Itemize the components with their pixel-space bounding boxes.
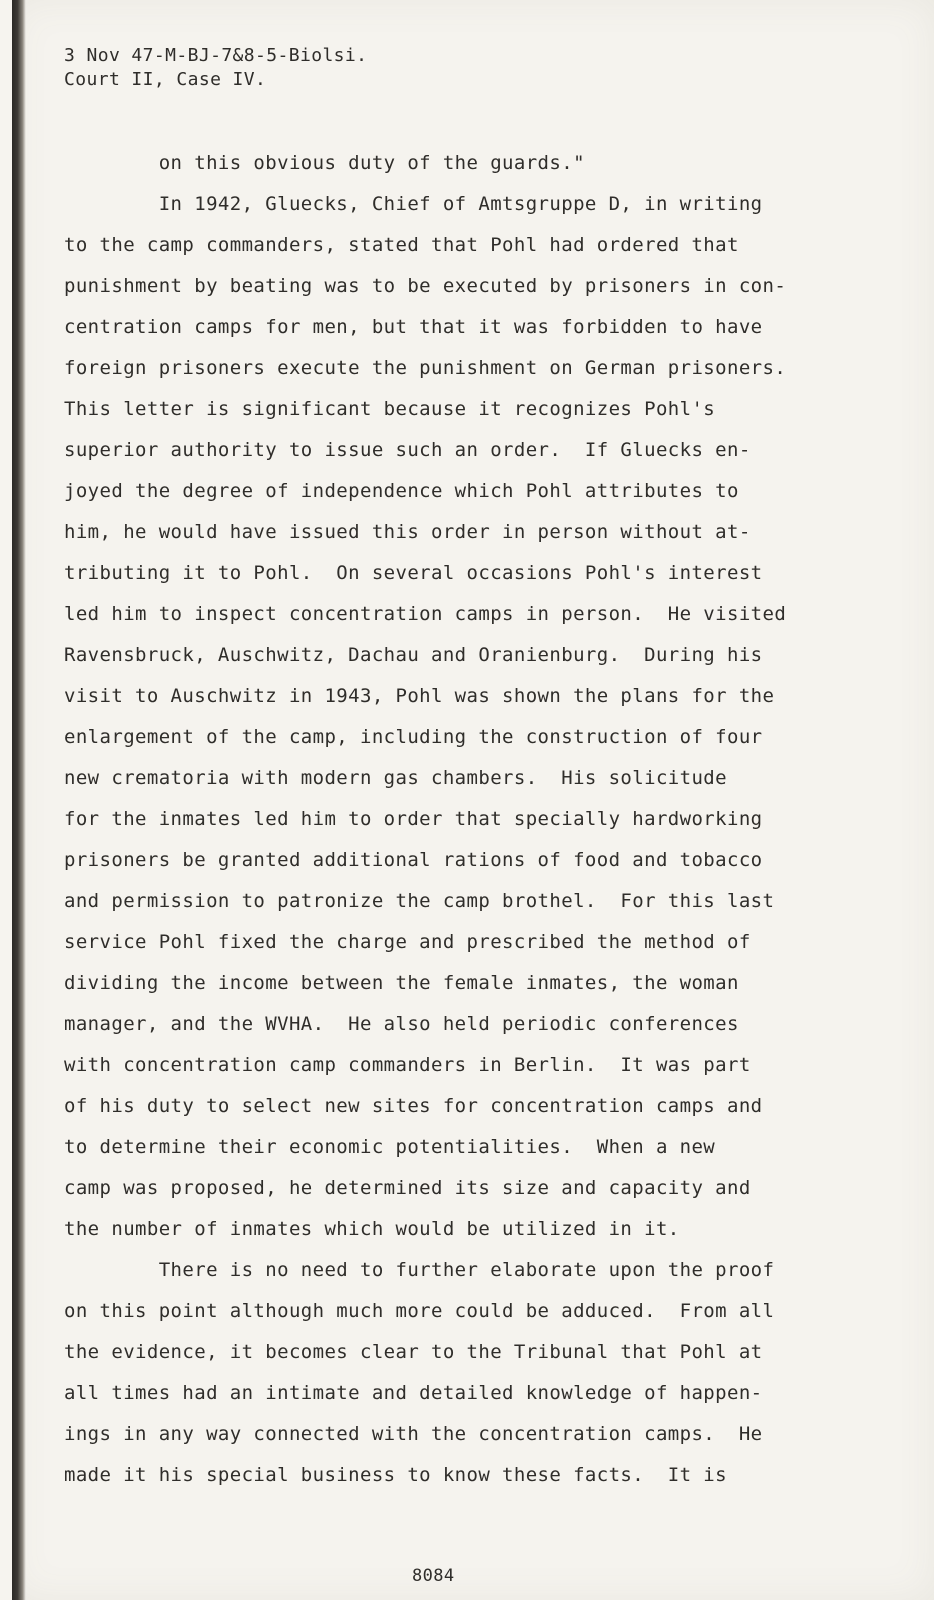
body-line: tributing it to Pohl. On several occasions Pohl's interest	[64, 562, 763, 584]
body-line: There is no need to further elaborate upon the proof	[64, 1259, 775, 1281]
body-line: of his duty to select new sites for concentration camps and	[64, 1095, 763, 1117]
body-line: ings in any way connected with the concentration camps. He	[64, 1423, 763, 1445]
header-line-reference: 3 Nov 47-M-BJ-7&8-5-Biolsi.	[64, 45, 368, 66]
body-line: led him to inspect concentration camps in person. He visited	[64, 603, 787, 625]
body-line: punishment by beating was to be executed by prisoners in con-	[64, 275, 787, 297]
body-line: Ravensbruck, Auschwitz, Dachau and Oranienburg. During his	[64, 644, 763, 666]
document-page	[12, 0, 934, 1600]
body-line: prisoners be granted additional rations of food and tobacco	[64, 849, 763, 871]
body-line: manager, and the WVHA. He also held periodic conferences	[64, 1013, 739, 1035]
body-line: with concentration camp commanders in Berlin. It was part	[64, 1054, 751, 1076]
body-line: to determine their economic potentialities. When a new	[64, 1136, 716, 1158]
page-number: 8084	[412, 1566, 455, 1586]
body-line: dividing the income between the female inmates, the woman	[64, 972, 739, 994]
body-line: the evidence, it becomes clear to the Tribunal that Pohl at	[64, 1341, 763, 1363]
body-line: visit to Auschwitz in 1943, Pohl was shown the plans for the	[64, 685, 775, 707]
body-line: service Pohl fixed the charge and prescribed the method of	[64, 931, 751, 953]
body-line: and permission to patronize the camp brothel. For this last	[64, 890, 775, 912]
body-line: all times had an intimate and detailed knowledge of happen-	[64, 1382, 763, 1404]
body-line: to the camp commanders, stated that Pohl had ordered that	[64, 234, 739, 256]
header-line-court: Court II, Case IV.	[64, 69, 267, 90]
body-line: made it his special business to know these facts. It is	[64, 1464, 727, 1486]
body-line: centration camps for men, but that it was forbidden to have	[64, 316, 763, 338]
body-line: This letter is significant because it recognizes Pohl's	[64, 398, 716, 420]
body-line: camp was proposed, he determined its size and capacity and	[64, 1177, 751, 1199]
body-line: the number of inmates which would be utilized in it.	[64, 1218, 680, 1240]
body-line: on this point although much more could be adduced. From all	[64, 1300, 775, 1322]
body-line: joyed the degree of independence which Pohl attributes to	[64, 480, 739, 502]
body-line: In 1942, Gluecks, Chief of Amtsgruppe D, in writing	[64, 193, 763, 215]
body-line: foreign prisoners execute the punishment on German prisoners.	[64, 357, 787, 379]
body-line: new crematoria with modern gas chambers. His solicitude	[64, 767, 727, 789]
body-line: for the inmates led him to order that specially hardworking	[64, 808, 763, 830]
document-header	[64, 44, 367, 92]
body-line: him, he would have issued this order in person without at-	[64, 521, 751, 543]
body-line: on this obvious duty of the guards."	[64, 152, 585, 174]
page-edge-shadow	[12, 0, 26, 1600]
document-body	[64, 143, 824, 1496]
body-line: superior authority to issue such an order. If Gluecks en-	[64, 439, 751, 461]
body-line: enlargement of the camp, including the construction of four	[64, 726, 763, 748]
